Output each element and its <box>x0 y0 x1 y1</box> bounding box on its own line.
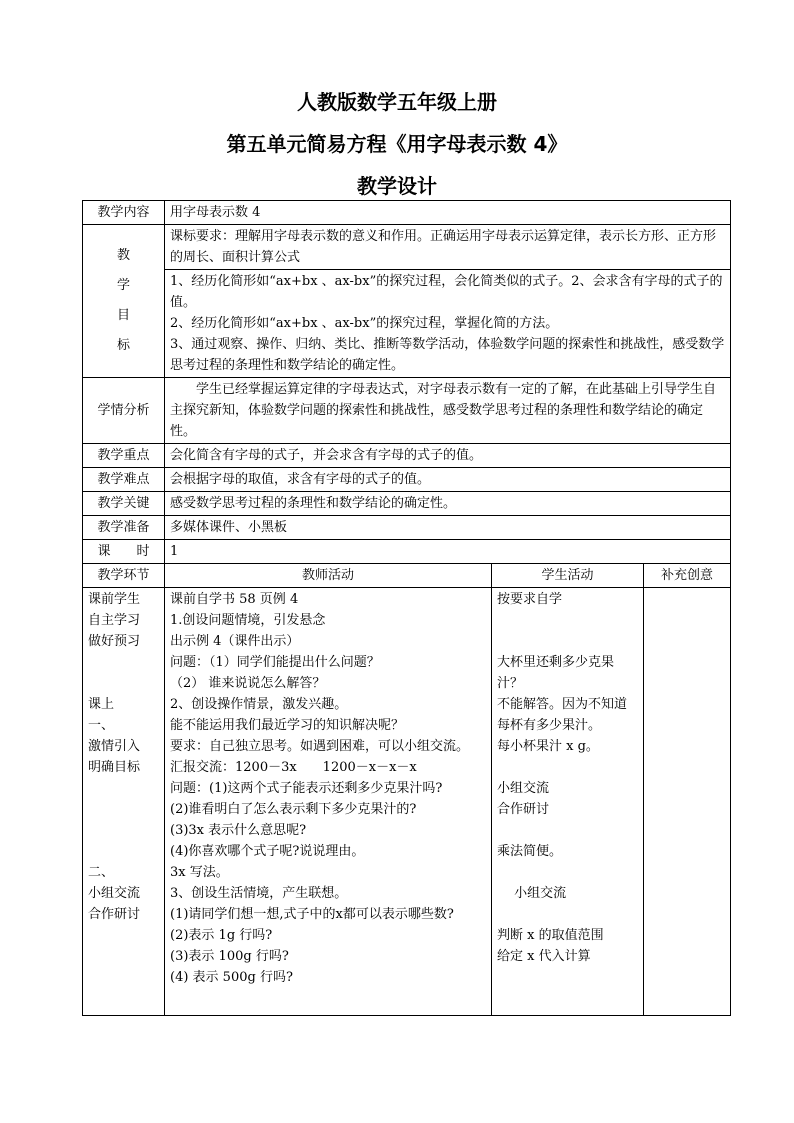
student-line: 不能解答。因为不知道 <box>497 697 628 712</box>
doc-title: 人教版数学五年级上册 <box>297 90 497 114</box>
student-line: 汁？ <box>497 676 524 691</box>
goals-label-char: 目 <box>116 308 130 323</box>
teacher-line: (3)表示 100g 行吗? <box>170 949 289 964</box>
stage-line <box>88 799 159 820</box>
student-line <box>497 757 638 778</box>
stage-line: 课上 <box>88 697 115 712</box>
stage-line: 明确目标 <box>88 760 141 775</box>
goals-label-char: 标 <box>116 338 130 353</box>
teacher-line: 1.创设问题情境，引发悬念 <box>170 613 326 628</box>
prep-row <box>83 516 731 540</box>
student-line <box>497 904 638 925</box>
content-value: 用字母表示数 4 <box>165 201 731 225</box>
goal-item: 1、经历化简形如“ax+bx 、ax-bx”的探究过程，会化简类似的式子。2、会求含有字母的式子的值。 <box>170 274 723 310</box>
stage-line: 自主学习 <box>88 613 141 628</box>
stage-line <box>88 778 159 799</box>
prep-value: 多媒体课件、小黑板 <box>165 516 731 540</box>
teacher-line: 3x 写法。 <box>170 865 229 880</box>
process-header-row <box>83 564 731 588</box>
difficulty-label: 教学难点 <box>83 468 165 492</box>
crux-row <box>83 492 731 516</box>
student-line: 合作研讨 <box>497 802 550 817</box>
stage-line <box>88 673 159 694</box>
key-label: 教学重点 <box>83 444 165 468</box>
student-line <box>497 631 638 652</box>
difficulty-value: 会根据字母的取值，求含有字母的式子的值。 <box>165 468 731 492</box>
teacher-line: 2、创设操作情景，激发兴趣。 <box>170 697 348 712</box>
stage-cell <box>83 588 165 1016</box>
stage-line: 二、 <box>88 865 115 880</box>
goals-label <box>83 225 165 378</box>
stage-line <box>88 820 159 841</box>
goals-standard-row <box>83 225 731 270</box>
student-line: 大杯里还剩多少克果 <box>497 655 615 670</box>
goals-label-char: 教 <box>116 248 130 263</box>
analysis-label: 学情分析 <box>83 378 165 444</box>
header-stage: 教学环节 <box>83 564 165 588</box>
lesson-plan-table <box>82 200 731 1016</box>
teacher-line: 汇报交流：1200－3x 1200－x－x－x <box>170 760 417 775</box>
stage-line: 一、 <box>88 718 115 733</box>
stage-line: 做好预习 <box>88 634 141 649</box>
stage-line: 课前学生 <box>88 592 141 607</box>
student-line: 判断 x 的取值范围 <box>497 928 604 943</box>
teacher-line: 出示例 4（课件出示） <box>170 634 300 649</box>
student-line <box>497 610 638 631</box>
teacher-line: 问题：(1)这两个式子能表示还剩多少克果汁吗? <box>170 781 443 796</box>
stage-line: 小组交流 <box>88 886 141 901</box>
difficulty-row <box>83 468 731 492</box>
goals-label-char: 学 <box>116 278 130 293</box>
stage-line: 激情引入 <box>88 739 141 754</box>
teacher-line: 要求：自己独立思考。如遇到困难，可以小组交流。 <box>170 739 470 754</box>
extra-cell <box>644 588 731 1016</box>
analysis-value: 学生已经掌握运算定律的字母表达式，对字母表示数有一定的了解，在此基础上引导学生自主探究新知，体验数学问题的探索性和挑战性，感受数学思考过程的条理性和数学结论的确定性。 <box>165 378 731 444</box>
teacher-line: 能不能运用我们最近学习的知识解决呢？ <box>170 718 405 733</box>
goal-item: 3、通过观察、操作、归纳、类比、推断等数学活动，体验数学问题的探索性和挑战性，感受数学思考过程的条理性和数学结论的确定性。 <box>170 337 725 373</box>
student-line: 小组交流 <box>497 781 550 796</box>
hours-label: 课 时 <box>83 540 165 564</box>
hours-row <box>83 540 731 564</box>
hours-value: 1 <box>165 540 731 564</box>
teacher-line: (4)你喜欢哪个式子呢?说说理由。 <box>170 844 365 859</box>
teacher-line: 3、创设生活情境，产生联想。 <box>170 886 348 901</box>
key-row <box>83 444 731 468</box>
student-line <box>497 820 638 841</box>
doc-heading: 教学设计 <box>357 174 437 198</box>
teacher-line: (3)3x 表示什么意思呢? <box>170 823 307 838</box>
prep-label: 教学准备 <box>83 516 165 540</box>
process-body-row <box>83 588 731 1016</box>
teacher-line: (2)谁看明白了怎么表示剩下多少克果汁的? <box>170 802 417 817</box>
teacher-line: （2） 谁来说说怎么解答？ <box>170 676 326 691</box>
student-line: 乘法简便。 <box>497 844 563 859</box>
student-line: 小组交流 <box>497 886 567 901</box>
student-cell <box>492 588 644 1016</box>
key-value: 会化简含有字母的式子，并会求含有字母的式子的值。 <box>165 444 731 468</box>
header-teacher: 教师活动 <box>165 564 492 588</box>
teacher-line: (1)请同学们想一想,式子中的x都可以表示哪些数? <box>170 907 454 922</box>
stage-line: 合作研讨 <box>88 907 141 922</box>
header-student: 学生活动 <box>492 564 644 588</box>
student-line: 每小杯果汁 x g。 <box>497 739 599 754</box>
content-label: 教学内容 <box>83 201 165 225</box>
student-line: 按要求自学 <box>497 592 563 607</box>
student-line: 给定 x 代入计算 <box>497 949 591 964</box>
student-line <box>497 862 638 883</box>
content-row <box>83 201 731 225</box>
crux-value: 感受数学思考过程的条理性和数学结论的确定性。 <box>165 492 731 516</box>
stage-line <box>88 841 159 862</box>
doc-subtitle: 第五单元简易方程《用字母表示数 4》 <box>226 132 568 156</box>
teacher-line: 课前自学书 58 页例 4 <box>170 592 299 607</box>
teacher-line: 问题：（1）同学们能提出什么问题？ <box>170 655 380 670</box>
stage-line <box>88 652 159 673</box>
goals-standard: 课标要求：理解用字母表示数的意义和作用。正确运用字母表示运算定律，表示长方形、正方形的周长、面积计算公式 <box>165 225 731 270</box>
goals-items-row <box>83 270 731 378</box>
header-extra: 补充创意 <box>644 564 731 588</box>
goals-items <box>165 270 731 378</box>
student-line: 每杯有多少果汁。 <box>497 718 602 733</box>
goal-item: 2、经历化简形如“ax+bx 、ax-bx”的探究过程，掌握化简的方法。 <box>170 316 559 331</box>
crux-label: 教学关键 <box>83 492 165 516</box>
analysis-row <box>83 378 731 444</box>
teacher-cell <box>165 588 492 1016</box>
teacher-line: (4) 表示 500g 行吗? <box>170 970 293 985</box>
teacher-line: (2)表示 1g 行吗? <box>170 928 273 943</box>
